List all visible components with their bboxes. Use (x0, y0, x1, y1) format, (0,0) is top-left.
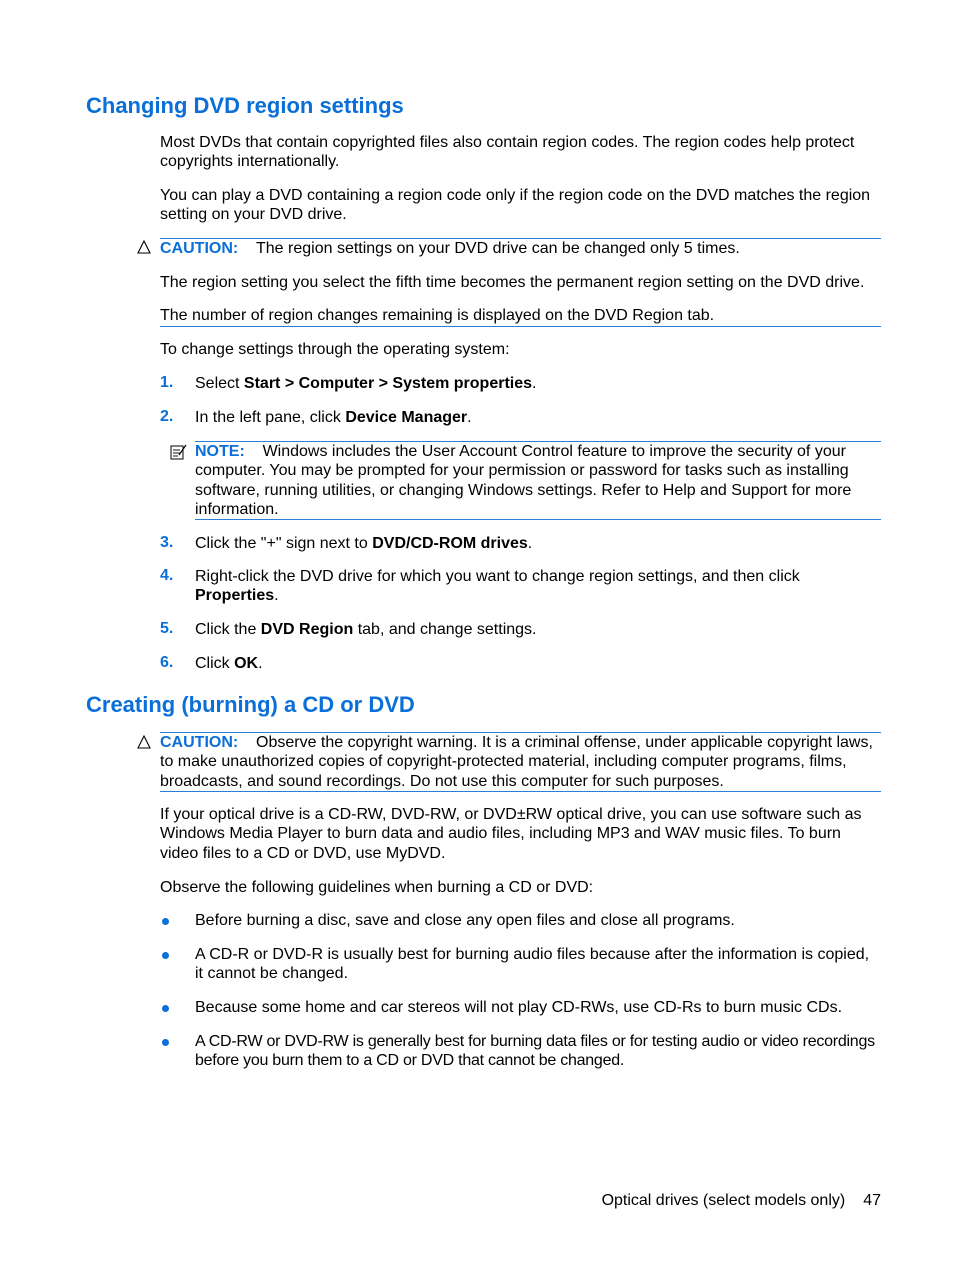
section-heading-burning: Creating (burning) a CD or DVD (86, 692, 415, 717)
step-text: Select (195, 375, 244, 392)
caution-line (160, 239, 881, 258)
step-item (195, 567, 881, 606)
step-text-end: . (258, 655, 263, 672)
step-number: 6. (160, 654, 174, 671)
caution-paragraph-remaining: The number of region changes remaining is displayed on the DVD Region tab. (160, 307, 715, 324)
step-bold-text: DVD/CD-ROM drives (372, 535, 528, 552)
step-text-end: . (467, 409, 472, 426)
step-bold-text: Start > Computer > System properties (243, 375, 533, 392)
step-text-end: . (527, 535, 533, 552)
paragraph-region-match: You can play a DVD containing a region code only if the region code on the DVD matches the region setting on your DVD drive. (160, 187, 871, 224)
caution-bottom-rule (160, 326, 881, 327)
step-bold-text: OK (234, 655, 259, 672)
step-text-end: . (274, 587, 279, 605)
caution-paragraph-permanent: The region setting you select the fifth time becomes the permanent region setting on the DVD drive. (160, 274, 865, 291)
bullet-item: Before burning a disc, save and close any open files and close all programs. (195, 912, 735, 929)
bullet-dot (162, 952, 169, 959)
step-number: 3. (160, 534, 174, 551)
caution-triangle-icon (137, 735, 151, 749)
step-item (195, 534, 881, 553)
caution-label: CAUTION: (160, 240, 239, 257)
page-number: 47 (863, 1192, 881, 1209)
step-bold-text: Properties (195, 587, 275, 605)
bullet-item: A CD-R or DVD-R is usually best for burning audio files because after the information is copied, it cannot be changed. (195, 946, 870, 983)
step-text: Click the (195, 621, 261, 638)
step-number: 5. (160, 620, 174, 637)
paragraph-steps-intro: To change settings through the operating system: (160, 341, 510, 358)
bullet-dot (162, 1039, 169, 1046)
page-footer (602, 1192, 881, 1210)
caution-triangle-icon (137, 240, 151, 254)
step-text-end: . (532, 375, 537, 392)
step-item (195, 374, 881, 393)
caution-label: CAUTION: (160, 734, 239, 751)
bullet-item: A CD-RW or DVD-RW is generally best for burning data files or for testing audio or video recordings before you burn them to a CD or DVD that cannot be changed. (195, 1033, 875, 1070)
note-bottom-rule (195, 519, 881, 520)
step-number: 1. (160, 374, 174, 391)
note-text-block (195, 442, 881, 519)
step-number: 2. (160, 408, 174, 425)
caution-bottom-rule (160, 791, 881, 792)
caution-text: Observe the copyright warning. It is a criminal offense, under applicable copyright laws, to make unauthorized copies of copyright-protected material, including computer programs, films, broadcasts, and sound recordings. Do not use this computer for such purposes. (160, 734, 873, 790)
paragraph-optical-drive: If your optical drive is a CD-RW, DVD-RW, or DVD±RW optical drive, you can use software such as Windows Media Player to burn data and audio files, including MP3 and WAV music files. To burn video files to a CD or DVD, use MyDVD. (160, 806, 862, 862)
step-text-end: tab, and change settings. (353, 621, 537, 638)
step-item (195, 620, 881, 639)
note-label: NOTE: (195, 443, 245, 460)
step-text: Click the "+" sign next to (195, 535, 373, 552)
section-heading-dvd-region: Changing DVD region settings (86, 93, 404, 118)
step-item (195, 408, 881, 427)
step-number: 4. (160, 567, 174, 584)
bullet-dot (162, 918, 169, 925)
note-text: Windows includes the User Account Control feature to improve the security of your computer. You may be prompted for your permission or password for tasks such as installing software, running utilities, or changing Windows settings. Refer to Help and Support for more information. (195, 443, 852, 518)
bullet-dot (162, 1005, 169, 1012)
step-bold-text: Device Manager (345, 409, 468, 426)
caution-copyright-block (160, 733, 881, 791)
paragraph-guidelines-intro: Observe the following guidelines when burning a CD or DVD: (160, 879, 594, 896)
step-text: Right-click the DVD drive for which you want to change region settings, and then click (195, 568, 800, 585)
paragraph-region-codes: Most DVDs that contain copyrighted files also contain region codes. The region codes help protect copyrights internationally. (160, 134, 855, 171)
note-pad-icon (170, 444, 187, 460)
step-item (195, 654, 881, 673)
bullet-item: Because some home and car stereos will not play CD-RWs, use CD-Rs to burn music CDs. (195, 999, 843, 1016)
step-text: Click (195, 655, 235, 672)
caution-text: The region settings on your DVD drive can be changed only 5 times. (256, 240, 740, 257)
step-bold-text: DVD Region (260, 621, 354, 638)
step-text: In the left pane, click (195, 409, 346, 426)
footer-chapter-title: Optical drives (select models only) (601, 1192, 846, 1209)
